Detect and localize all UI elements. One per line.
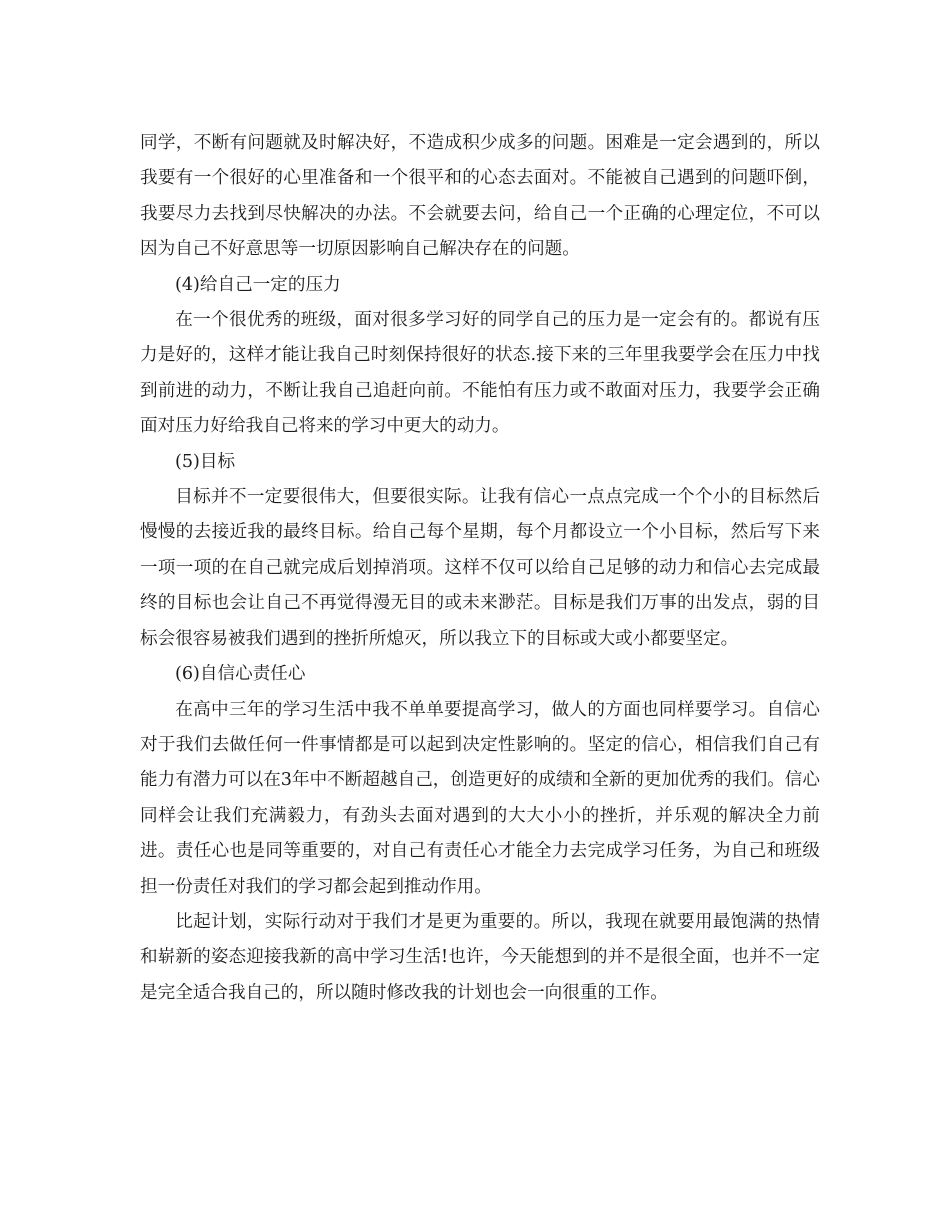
section-heading-goals: (5)目标 [175,451,236,472]
section-heading-pressure: (4)给自己一定的压力 [175,274,341,295]
section-heading-confidence: (6)自信心责任心 [175,664,306,685]
document-body [140,126,820,1011]
paragraph-conclusion: 比起计划，实际行动对于我们才是更为重要的。所以，我现在就要用最饱满的热情和崭新的姿态迎接我新的高中学习生活!也许，今天能想到的并不是很全面，也并不一定是完全适合我自己的，所以随时修改我的计划也会一向很重的工作。 [140,911,820,1003]
paragraph-continuation: 同学，不断有问题就及时解决好，不造成积少成多的问题。困难是一定会遇到的，所以我要有一个很好的心里准备和一个很平和的心态去面对。不能被自己遇到的问题吓倒，我要尽力去找到尽快解决的办法。不会就要去问，给自己一个正确的心理定位，不可以因为自己不好意思等一切原因影响自己解决存在的问题。 [140,133,820,260]
paragraph-goals: 目标并不一定要很伟大，但要很实际。让我有信心一点点完成一个个小的目标然后慢慢的去接近我的最终目标。给自己每个星期，每个月都设立一个小目标，然后写下来一项一项的在自己就完成后划掉消项。这样不仅可以给自己足够的动力和信心去完成最终的目标也会让自己不再觉得漫无目的或未来渺茫。目标是我们万事的出发点，弱的目标会很容易被我们遇到的挫折所熄灭，所以我立下的目标或大或小都要坚定。 [140,487,820,649]
paragraph-pressure: 在一个很优秀的班级，面对很多学习好的同学自己的压力是一定会有的。都说有压力是好的，这样才能让我自己时刻保持很好的状态.接下来的三年里我要学会在压力中找到前进的动力，不断让我自己追赶向前。不能怕有压力或不敢面对压力，我要学会正确面对压力好给我自己将来的学习中更大的动力。 [140,310,820,437]
paragraph-confidence: 在高中三年的学习生活中我不单单要提高学习，做人的方面也同样要学习。自信心对于我们去做任何一件事情都是可以起到决定性影响的。坚定的信心，相信我们自己有能力有潜力可以在3年中不断超越自己，创造更好的成绩和全新的更加优秀的我们。信心同样会让我们充满毅力，有劲头去面对遇到的大大小小的挫折，并乐观的解决全力前进。责任心也是同等重要的，对自己有责任心才能全力去完成学习任务，为自己和班级担一份责任对我们的学习都会起到推动作用。 [140,699,820,897]
